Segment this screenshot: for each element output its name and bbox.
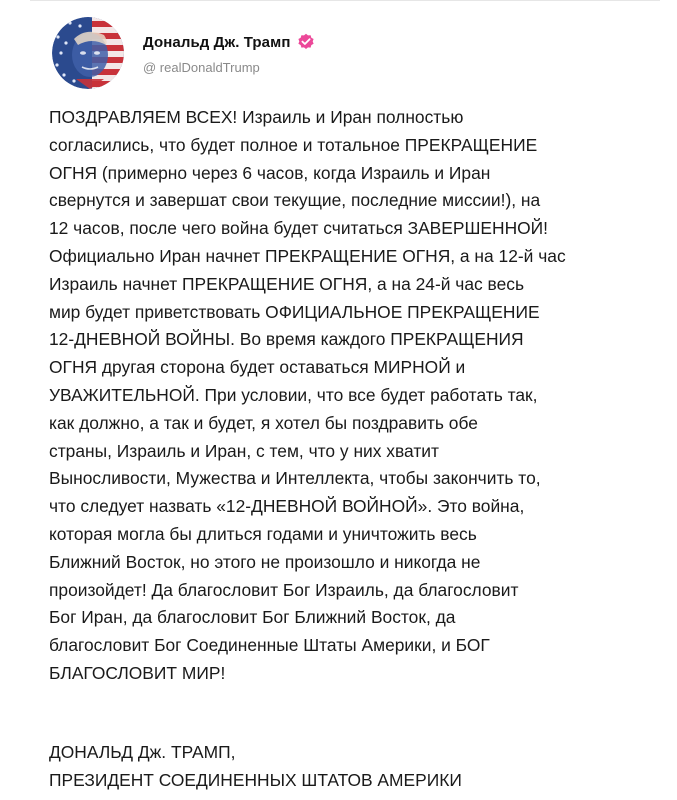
avatar[interactable] [52,17,124,89]
post-body-line: благословит Бог Соединенные Штаты Америки, и БОГ [49,635,490,656]
author-handle[interactable]: @ realDonaldTrump [143,60,260,75]
post-body-line: Бог Иран, да благословит Бог Ближний Восток, да [49,607,456,628]
post-body-line: согласились, что будет полное и тотальное ПРЕКРАЩЕНИЕ [49,134,538,155]
post-body-line: 12 часов, после чего война будет считаться ЗАВЕРШЕННОЙ! [49,218,548,239]
post-header [52,17,315,89]
post-body-line: страны, Израиль и Иран, с тем, что у них хватит [49,440,439,461]
post-body-line: ОГНЯ (примерно через 6 часов, когда Израиль и Иран [49,162,491,183]
post-body-line: как должно, а так и будет, я хотел бы поздравить обе [49,412,478,433]
name-row [143,33,315,51]
post-body-line: произойдет! Да благословит Бог Израиль, да благословит [49,579,519,600]
post-body-line: Израиль начнет ПРЕКРАЩЕНИЕ ОГНЯ, а на 24-й час весь [49,273,525,294]
post-body-line: которая могла бы длиться годами и уничтожить весь [49,523,477,544]
post-body-line: что следует назвать «12-ДНЕВНОЙ ВОЙНОЙ». Это война, [49,496,525,517]
post-body-line: ПОЗДРАВЛЯЕМ ВСЕХ! Израиль и Иран полностью [49,107,464,127]
post-body-line: мир будет приветствовать ОФИЦИАЛЬНОЕ ПРЕКРАЩЕНИЕ [49,301,540,322]
post-body-line: ОГНЯ другая сторона будет оставаться МИРНОЙ и [49,357,466,378]
post-body-line: УВАЖИТЕЛЬНОЙ. При условии, что все будет работать так, [49,384,538,405]
post-signature [49,738,462,794]
post-body [49,104,649,688]
post-body-line: свернутся и завершат свои текущие, последние миссии!), на [49,190,541,211]
post-body-line: Ближний Восток, но этого не произошло и никогда не [49,551,481,572]
signature-line: ПРЕЗИДЕНТ СОЕДИНЕННЫХ ШТАТОВ АМЕРИКИ [49,770,462,790]
flag-portrait-avatar-icon [52,17,124,89]
author-display-name[interactable]: Дональд Дж. Трамп [143,33,291,51]
author-info [143,31,315,75]
post-body-line: Официально Иран начнет ПРЕКРАЩЕНИЕ ОГНЯ, а на 12-й час [49,245,566,266]
top-divider [30,0,660,1]
post-body-line: 12-ДНЕВНОЙ ВОЙНЫ. Во время каждого ПРЕКРАЩЕНИЯ [49,329,524,350]
verified-badge-icon [297,33,315,51]
post-body-line: БЛАГОСЛОВИТ МИР! [49,662,226,683]
post-body-line: Выносливости, Мужества и Интеллекта, чтобы закончить то, [49,468,541,489]
signature-line: ДОНАЛЬД Дж. ТРАМП, [49,742,236,762]
